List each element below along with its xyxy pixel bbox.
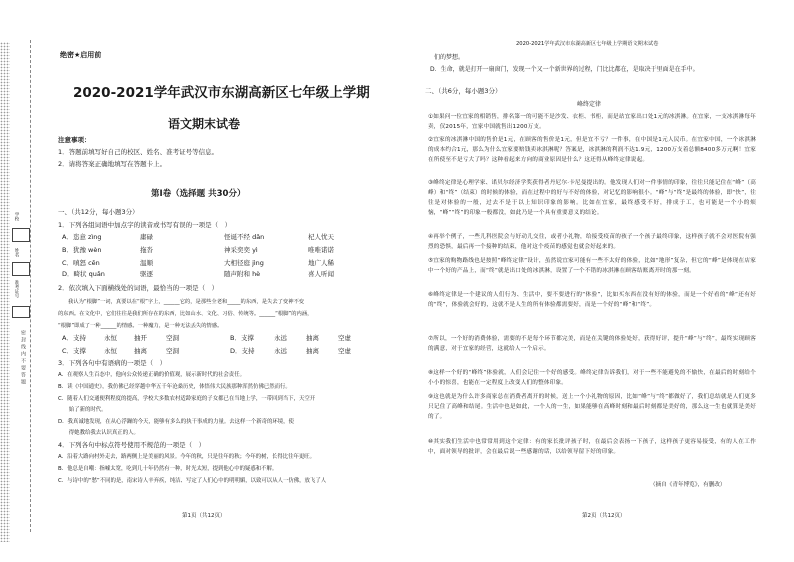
q3-option-d-cont: 得她教给我去认识真正的人。: [58, 430, 139, 436]
question-3: 3．下列各句中有语病的一项是（ ）: [58, 359, 167, 367]
right-page-header: 2020-2021学年武汉市东湖高新区七年级上学期语文期末试卷: [516, 41, 659, 47]
passage-title: 峰终定律: [577, 101, 602, 108]
paragraph-10: ⑩其实我们生活中也常常用到这个定律：有的家长批评孩子时，在最后会表扬一下孩子，这样孩子更容易接受，有的人在工作中，面对领导的批评，会在最后说一些感谢的话，以给领导留下好的印象。: [428, 439, 756, 455]
question-4: 4．下列各句中标点符号使用不规范的一项是（ ）: [58, 441, 206, 449]
notice-item-2: 2．请将答案正确地填写在答题卡上。: [58, 160, 167, 168]
exam-no-label: 准考证号: [14, 280, 19, 298]
name-field[interactable]: [12, 262, 30, 276]
question-2: 2．依次填入下面横线处的词语，最恰当的一项是（ ）: [58, 284, 219, 292]
left-page-footer: 第1页（共12页）: [182, 513, 226, 519]
seal-notice: 密封线内不要答题: [20, 330, 26, 386]
paragraph-5: ⑤宜家的购物路线也是按照“峰终定律”设计，虽然说宜家可能有一些不太好的体验，比如“地形”复杂，但它的“峰”是体现在店家中一个好的产品上，而“终”就是出口处的冰淇淋，设置了一个不错的冰淇淋在顾客结账离开时的那一刻。: [428, 258, 756, 274]
paragraph-7: ⑦所以，一个好的消费体验，需要的不是每个环节都完美，而是在关键的体验处好，获得好评，提升“峰”与“终”，最终实现顾客的满意，对于宜家的经营，这就给人一个启示。: [428, 336, 756, 352]
paragraph-2: ②宜家的冰淇淋中国的售价是1元，在顾客的售价是1元，但是宜不亏？一件事，在中国是1元人民币。在宜家中国，一个冰淇淋的成本约合1元，那么为什么宜家要赔钱卖冰淇淋呢？答案是，冰淇淋的利润不达1.9元，1200万支着总额8400多万元啊！宜家在所使至不是亏大了吗？这种看起来方向的商业原因是什么？这还得从峰终定律说起。: [428, 137, 756, 163]
q2-passage-line2: 的东西。在文化中，它们往往是我们所存在的东西，比如山水、文化、习俗、传统等。______“根脚”的内涵，: [58, 311, 313, 317]
secret-label: 绝密★启用前: [60, 51, 102, 59]
notice-item-1: 1．答题前填写好自己的校区、姓名、准考证号等信息。: [58, 148, 219, 156]
q3-option-a: A．在观察人生百态中，他向公众传递正确的价值观，展示新时代的社会责任。: [58, 372, 245, 378]
passage-source: （摘自《青年博览》，有删改）: [650, 482, 726, 488]
passage-cont-1: 们的梦想。: [434, 54, 465, 61]
paragraph-4: ④再举个例子，一些儿科医院会与好动儿交往，或者小礼物，给接受疫苗的孩子一个孩子最终印象，这样孩子就不会对医院有强烈的恐惧，最后再一个接种的结束，他对这个疫苗的感觉也就会好起来的。: [428, 234, 756, 250]
q4-option-c: C．与诗中的“愁”不同的是，南宋诗人辛弃疾，纯洁、写定了人们心中的明明媚，以致可以从人一仿佛，放飞了人: [58, 478, 327, 484]
paragraph-8: ⑧这样一个好的“峰终”体验就，人们会记住一个好的感受。峰终定律告诉我们，对于一些不能避免的不愉快，在最后的时刻给个小小的惊喜，也能在一定程度上改变人们的整体印象。: [428, 370, 756, 386]
exam-title-line2: 语文期末试卷: [168, 117, 241, 131]
q4-option-a: A．沿着大路向村外走去，路两侧上是美丽的风景。今年的秋，只是往年的秋；今年的树，长得比往年更旺。: [58, 454, 316, 460]
paragraph-9: ⑨这也就是为什么许多商家总在消费者离开的时候，送上一个小礼物的原因，比如“峰”与“终”都做好了，我们总结就是人们更多只记住了高峰和结尾。生活中也是如此，一个人的一生，如果能够在高峰时刻和最后时刻都是美好的，那么这一生也就算是美好的了。: [428, 394, 756, 420]
paragraph-3: ③峰终定律是心理学家、诺贝尔经济学奖获得者丹尼尔·卡尼曼提出的。他发现人们对一件事情的印象，往往只能记住在“峰”（高峰）和“终”（结束）的时候的体验，而在过程中的好与不好的体验，对记忆的影响很小。“峰”与“终”是最终的体验，即“快”，往往是对体验的一般，过去不是于以上知识印象的影响。比如在宜家，最终感受不好，排成于工，也可能是一个小的烦恼，“峰”“终”的印象一般都没，如此乃是一个具有重要意义的结论。: [428, 180, 756, 216]
q4-option-b: B．他总是自嘲：指嘘太宽，吃到几十年仍然有一种，时光太短，提到他心中的疑惑和不解。: [58, 466, 278, 472]
seal-dashed-line: [30, 40, 31, 532]
q3-option-b: B．读《中国通史》，我仿佛已经穿越中华五千年沧桑历史，体悟伟大民族那种浑然仿佛已然而行。: [58, 384, 291, 390]
binding-strip: [0, 0, 50, 562]
paragraph-6: ⑥峰终定律是一个建议的人们行为、生活中，要不要进行的“体验”，比如买东西在没有好的体验，而是一个好看的“峰”还有好的“终”，体验就会好的，这就不是人生的所有体验都需要好，而是一个好的“峰”和“终”。: [428, 292, 756, 308]
q3-option-d: D．我真诚地发现，在从心浮躁的今天，能够有多么的执干事成的力量。去这样一个新奇的环境，使: [58, 419, 294, 425]
q2-passage-line1: 我认为“根脚”一词，真要以在“根”字上，______它的，是那些全老和_____的东西，是失去了变神不变: [68, 299, 305, 305]
part2-heading: 二、（共6分，每小题3分）: [425, 87, 502, 95]
name-label: 姓名: [14, 248, 19, 257]
notice-title: 注意事项：: [58, 136, 91, 144]
part1-heading: 一、（共12分，每小题3分）: [58, 208, 139, 216]
q2-passage-line3: “根脚”即成了一种______的情感。一种魔力，是一种无法丢失的情感。: [58, 323, 223, 329]
exam-title-line1: 2020-2021学年武汉市东湖高新区七年级上学期: [73, 85, 370, 101]
question-1: 1．下列各组词语中加点字的读音或书写有误的一项是（ ）: [58, 221, 232, 229]
passage-cont-2: D．生命，就是打开一扇窗门，发现一个又一个新世界的过程，门比比都在，是取决于里面是在手中。: [430, 66, 699, 73]
q3-option-c: C．随着人们交通便利程度的提高，学校大多数农村适龄家庭的子女都已在当地上学，一带回到当下，天空开: [58, 396, 316, 402]
volume-title: 第I卷（选择题 共30分）: [151, 189, 246, 199]
school-field[interactable]: [12, 228, 30, 242]
right-page-footer: 第2页（共12页）: [582, 513, 626, 519]
paragraph-1: ①如果问一位宜家的相销售，排名第一的可能不是沙发、衣柜、书柜，而是站宜家出口处1元的冰淇淋。在宜家，一支冰淇淋每年卖，仅2015年，宜家中国就售出1200万支。: [428, 114, 756, 130]
school-label: 学校: [14, 212, 19, 221]
exam-no-field[interactable]: [12, 306, 30, 318]
q3-option-c-cont: 始了新的时代。: [58, 407, 107, 413]
binding-dots: [0, 42, 10, 542]
